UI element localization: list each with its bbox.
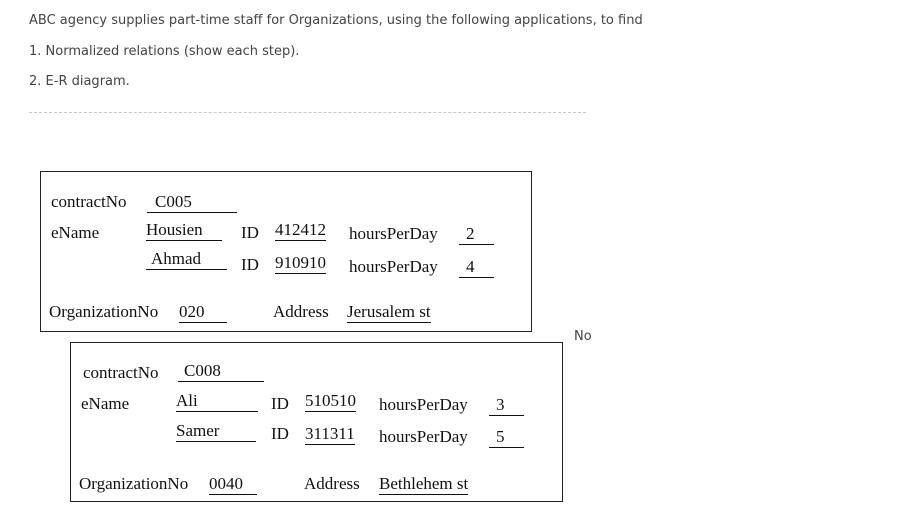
question-item-1: 1. Normalized relations (show each step). <box>29 44 300 59</box>
employee-id: 412412 <box>275 220 326 239</box>
hours-value: 5 <box>489 427 524 448</box>
contract-form-1 <box>40 171 532 332</box>
employee-name: Ahmad <box>146 249 227 270</box>
hours-label: hoursPerDay <box>379 427 468 446</box>
contract-no-label: contractNo <box>51 192 127 211</box>
id-label: ID <box>271 394 289 413</box>
contract-no-value: C005 <box>147 192 237 213</box>
organization-no-value: 0040 <box>209 474 257 495</box>
employee-id: 510510 <box>305 391 356 410</box>
organization-no-value: 020 <box>179 302 227 323</box>
ename-label: eName <box>81 394 130 413</box>
id-label: ID <box>241 223 259 242</box>
hours-label: hoursPerDay <box>379 395 468 414</box>
dashed-divider <box>29 112 586 113</box>
no-label: No <box>574 329 592 344</box>
ename-label: eName <box>51 223 100 242</box>
employee-name: Samer <box>176 421 256 442</box>
employee-name: Housien <box>146 220 222 241</box>
hours-label: hoursPerDay <box>349 224 438 243</box>
address-label: Address <box>273 302 329 321</box>
employee-id: 311311 <box>305 424 355 443</box>
hours-value: 2 <box>459 224 494 245</box>
hours-value: 3 <box>489 395 524 416</box>
contract-no-label: contractNo <box>83 363 159 382</box>
address-label: Address <box>304 474 360 493</box>
employee-name: Ali <box>176 391 258 412</box>
employee-id: 910910 <box>275 253 326 272</box>
organization-no-label: OrganizationNo <box>49 302 159 321</box>
hours-label: hoursPerDay <box>349 257 438 276</box>
id-label: ID <box>241 255 259 274</box>
question-item-2: 2. E-R diagram. <box>29 74 130 89</box>
address-value: Bethlehem st <box>379 474 469 493</box>
contract-form-2 <box>70 342 563 502</box>
address-value: Jerusalem st <box>347 302 431 321</box>
hours-value: 4 <box>459 257 494 278</box>
intro-text: ABC agency supplies part-time staff for Organizations, using the following applications, to find <box>29 13 643 28</box>
contract-no-value: C008 <box>178 361 264 382</box>
organization-no-label: OrganizationNo <box>79 474 189 493</box>
id-label: ID <box>271 424 289 443</box>
